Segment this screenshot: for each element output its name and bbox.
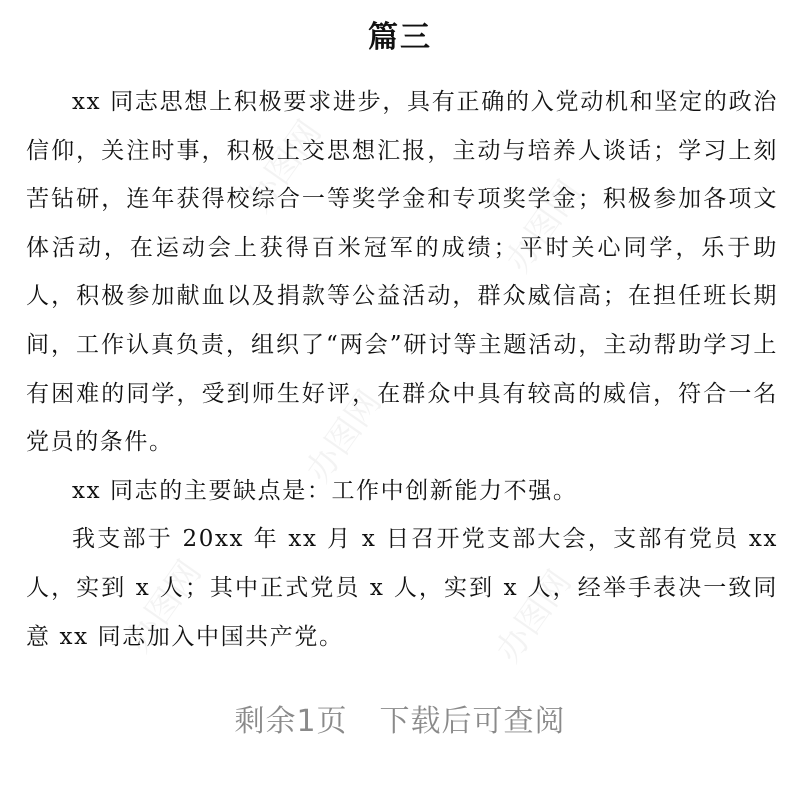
document-body <box>26 78 778 661</box>
page-title: 篇三 <box>368 20 432 55</box>
download-prompt[interactable] <box>0 700 800 744</box>
watermark: 办图网 <box>498 173 590 280</box>
paragraph: xx 同志思想上积极要求进步，具有正确的入党动机和坚定的政治信仰，关注时事，积极上交思想汇报，主动与培养人谈话；学习上刻苦钻研，连年获得校综合一等奖学金和专项奖学金；积极参加各项文体活动，在运动会上获得百米冠军的成绩；平时关心同学，乐于助人，积极参加献血以及捐款等公益活动，群众威信高；在担任班长期间，工作认真负责，组织了“两会”研讨等主题活动，主动帮助学习上有困难的同学，受到师生好评，在群众中具有较高的威信，符合一名党员的条件。 <box>26 89 778 456</box>
paragraph: 我支部于 20xx 年 xx 月 x 日召开党支部大会，支部有党员 xx 人，实到 x 人；其中正式党员 x 人，实到 x 人，经举手表决一致同意 xx 同志加入中国共产党。 <box>26 526 778 650</box>
watermark: 办图网 <box>488 563 580 670</box>
watermark: 办图网 <box>118 553 210 660</box>
download-label: 下载后可查阅 <box>379 704 566 739</box>
watermark: 办图网 <box>298 383 390 490</box>
watermark: 办图网 <box>238 113 330 220</box>
remaining-pages-label: 剩余1页 <box>234 704 348 739</box>
paragraph: xx 同志的主要缺点是：工作中创新能力不强。 <box>72 477 578 504</box>
